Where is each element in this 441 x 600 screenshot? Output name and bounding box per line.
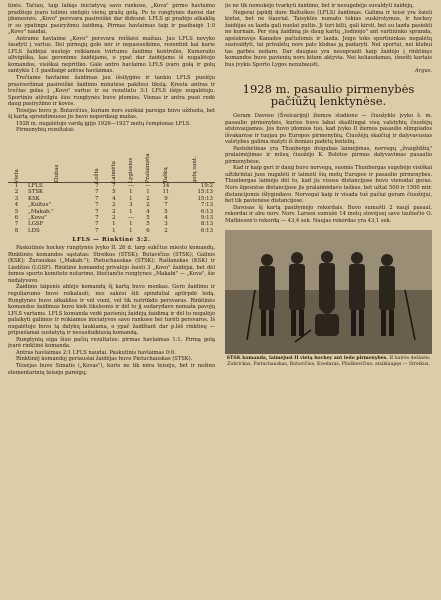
table-cell: 3 [14, 195, 19, 202]
table-cell: 2 [112, 214, 116, 221]
table-cell: 8 [14, 227, 19, 234]
table-cell: 5 [112, 189, 116, 196]
table-cell: 2 [164, 227, 168, 234]
column-header: Pralaimėta [139, 134, 156, 183]
table-cell: 7 [164, 202, 168, 209]
article-paragraph: Teisėjas buvo Simatis („Kovas"), kuris ne tik nėra teisėju, bet ir nežino elementarinių teisėjo pareigų; [8, 363, 215, 376]
article-paragraph: Antras havlaimas 2:1 LFLS naudai. Paskutinis havlaimas 0:0. [16, 349, 176, 356]
right-column [225, 3, 432, 600]
article-paragraph: Žaidimo laipsnis ablėjo komandų šį kartą buvo menkas. Gero žaidimo ir reguliarumo buvo reikalauti, nes sakėsi šili spindulial aptirpdė ledą. Rungtynės buvo atkaklios ir vėl vienl, vel tik nutrūkdo persvaras. Rinktinės komandos žaidimas buvo kiek tikslesnis ir dėl to jį sudarydavo nemaža pavojų LFLS vartams. LFLS komanda vedė pavienių žaidėjų žaidimą ir dėl to negalėjo palaikyti galimos ir reikiamos iniciatyvos savo rankose bei turėti persvaros. Iš nugalėtojo buvo tą dalykų laukiama, o ypač žaidžiant dar p.lėš rinktinę — pripuolamai sustatytą ir nesusitaikiusią komandą. [8, 284, 215, 337]
article-paragraph: Trečiame havlaime žaidimas jau išsilygino ir tankiu LFLS puolėju prasiveržimai pasireiškė žaidimo minutėse pakitėsi tikslą. Kresta antras ir trečias golas į „Kovo" vartus ir su rezultatu 3:1 LFLS išėjo nugalėtoju. Sportiniu atžvilgiu šios rungtynės buvo įdomios. Vienas ir antra pusė rodė daug pasiryžimo ir kovos. [8, 75, 215, 108]
table-cell: 7 [95, 189, 99, 196]
table-cell: — [128, 182, 134, 189]
column-header: Taškų [156, 134, 175, 183]
table-cell: 7 [95, 221, 99, 228]
author-signature: Argus. [414, 68, 432, 75]
table-cell: 1 [129, 221, 133, 228]
table-cell: 7 [95, 182, 99, 189]
table-cell: 7:13 [200, 202, 213, 209]
article-paragraph: tinės. Tačiau, taip laikęs iniciatyvą savo rankose, „Kova" pirmo havlaimo pradžioje įvaro tolimu smūgiu vienų gražų golą. Po to rungtynės darosi dar įdomesnės. „Kovo" persvara pasireiškė dar didesnė. LFLS gi pradėjo atkaklią ir su ypatingu pasiryžimu žaidimą. Pirmas havlaimas taip ir pasibaigė 1:0 „Kovo" naudai. [8, 3, 215, 36]
table-cell: — [145, 182, 151, 189]
table-cell: KSK [28, 195, 40, 202]
table-cell: STSK [28, 189, 44, 196]
table-cell: 1 [146, 189, 150, 196]
table-cell: 1 [112, 227, 116, 234]
article-paragraph: Teisėjas buvo p. Butavičius, kuriam nors sunkiai pareigu buvo užduota, bet šį kartą sprendimuose jis buvo neperdaug mažas. [8, 107, 215, 121]
table-cell: 2 [14, 189, 19, 196]
table-cell: 9:13 [200, 214, 213, 221]
table-cell: 7 [14, 221, 19, 228]
table-cell: „Makab." [28, 208, 54, 215]
table-row [8, 182, 215, 189]
article-paragraph: 1928 m. nugalėtojo vardą įgijo 1926—1927 metų čempionas LFLS. [16, 120, 191, 127]
table-cell: 14 [162, 182, 170, 189]
table-cell: 1 [129, 227, 133, 234]
headline-line: pačiūžų lenktynėse. [270, 94, 387, 109]
photo-caption [225, 356, 432, 367]
table-cell: 2 [146, 202, 150, 209]
article-paragraph: Kad ir kaip geri ir daug buvo norvegų, suomis Thunbergas sugebėjo visiškai užtikrintai juos nugalėti ir laimėti šių metų Europos ir pasaulio pirmenybes. Thunbergas laimėjo dėl to, kad jis visose distancijose buvo vienodai geras. Nors ilgesnėse distancijose jis pralaimėdavo taškus, bet užtat 500 ir 1500 mtr. distancijomis išlygindavo. Norvegai kaip ir visada tuš pačiai geram čiuožėjui, bet tik pavienėse distancijose. [225, 165, 432, 205]
column-header: Lošta [88, 134, 105, 183]
team-photo [225, 230, 432, 354]
table-row [8, 228, 215, 234]
table-cell: 5 [146, 214, 150, 221]
table-cell: 9 [164, 195, 168, 202]
table-cell: 15:13 [197, 189, 213, 196]
table-cell: 7 [95, 208, 99, 215]
table-cell: 2 [112, 208, 116, 215]
column-header: Laimėta [105, 134, 122, 183]
table-header-row [8, 134, 215, 183]
table-cell: 1 [129, 189, 133, 196]
table-cell: LFLS [28, 182, 43, 189]
table-cell: 5 [14, 208, 19, 215]
team-photo-illustration [225, 230, 432, 354]
table-cell: 8:13 [200, 221, 213, 228]
table-cell: 4 [164, 214, 168, 221]
left-column [8, 3, 215, 600]
article-paragraph: Negerai įspūdį dare Baltuškos (LFLS) žaidimas. Galima ir teisė yra žaisti kietai, bet ne šiaurial. Taisyklės numato tokius suskirstymus, ir hockey žaidėjas su lazda gali nuolat pultis. Ji turi kilti, gali kirsti, bet su lazda pasiekti ne kurnam. Per visą žaidimą jis daug kartų „lodinėjo" ant vartininko spranda, apsiskravęs Kanados pačiulomis ir lazda. Jeigo toks sportininkas negalėtų susivaldyti, tai privalėtų nors pats klubas ją padaryti. Nel sportui, nei klubui tas garbės nedaro. Dar daugiau yra nesupranti kaip žaidėjo į rinktinęs komandos buvo pavienių nors kitam aktyvia. Nei keliaudamas, išnešti kartais bus įvykis Sporto Lygos nenubausti. [225, 9, 432, 68]
photo-caption-names: Iš kairės dešinėn: Zubrickas, Pietuchauskas, Butavičius, Kvedaras, Pliuškevičius; atsiklaupęs — Streikus. [227, 356, 431, 367]
table-cell: LDS [28, 227, 40, 234]
headline-line: 1928 m. pasaulio pirmenybės [242, 82, 415, 97]
table-cell: 19:2 [200, 182, 213, 189]
table-cell: 7 [95, 214, 99, 221]
article-paragraph: Pastebėtinas yra Thunbergo dvigubas laimėjimas, norvegų „žvaigždžių" pralaimėjimas ir mūsų čiuožėjo K. Bolotos pirmas dalyvavimas pasaulio pirmenybėse. [225, 145, 432, 165]
table-cell: 7 [95, 202, 99, 209]
column-header: Klubas [25, 134, 88, 183]
table-cell: 1 [129, 208, 133, 215]
standings-table [8, 134, 215, 234]
article-paragraph: Rinktinėj komandoj geriausiai žaidėjas buvo Pietuchauskas (STSK). [16, 356, 193, 363]
table-cell: 6:13 [200, 208, 213, 215]
column-header: golų sant. [175, 134, 215, 183]
article-paragraph: jis ne tik nemokėjo tvarkyti žaidimo, bet ir nesugebėjo suvaldyti žaidėjų. [225, 3, 414, 9]
table-cell: „Kultus" [28, 202, 51, 209]
table-cell: 11 [162, 189, 170, 196]
table-cell: 2 [112, 202, 116, 209]
table-cell: — [128, 214, 134, 221]
table-cell: 7 [95, 227, 99, 234]
article-paragraph: Rungtynių eiga šiuo pačių rezultatus: pirmas havlaimas 1:1. Pirmą golą įvarė rinktinė komanda. [8, 336, 215, 350]
column-header: Vieta [8, 134, 25, 183]
table-cell: 7 [112, 182, 116, 189]
column-header: Lygiosios [122, 134, 139, 183]
table-cell: 15:13 [197, 195, 213, 202]
table-cell: „Kova" [28, 214, 47, 221]
table-cell: 4 [146, 208, 150, 215]
table-cell: 6 [14, 214, 19, 221]
table-cell: 1 [14, 182, 19, 189]
table-cell: 1 [112, 221, 116, 228]
photo-caption-title: STSK komanda, laimėjusi II vietą hockey ant ledo pirmenybės. [226, 356, 388, 362]
section-title: LFLS — Rinktinė 3:2. [72, 237, 151, 244]
article-paragraph: Paskutinės hockey rungtynės įvyko II. 26 d. tarp sukčtus miesto komandų. Rinktinės komandos sąstatas: Streikus (STSK); Butavičius (STSK); Galinis (KSK); Žurauskas („Makab."); Pietuchauskas (STSK); Rašlanskas (KSK) ir Liedžius (LGSF). Rinktinė komandoj privalėjo žaisti 3 „Kovo" žaidėjai, bet dėl žemos sporto komiteto nutarimo, litečiančio rungtynes „Makabi" — „Kova", šie nedalyvavo. [8, 245, 215, 284]
article-headline [225, 83, 432, 107]
table-cell: 4 [112, 195, 116, 202]
table-caption: Pirmenybių rezultatai: [16, 127, 75, 134]
table-cell: LGSF [28, 221, 44, 228]
table-cell: 7 [95, 195, 99, 202]
table-cell: 3 [164, 221, 168, 228]
article-paragraph: Geram Davoso (Šveicarijoj) žiemos stadione — čiuožyklo įvyko š. m. pasaulio pirmenybės, kurios buvo labai skaitlingai visų valstybių čiuožėjų atstovaujamos. Jos buvo įdomios tuo, kad įvyko II žiemos pasaulio olimpiados išvakarėse ir tuojau po Europos pirmenybių. Čiuožėjų skaičiuj ir dalyvavusias valstybes galima matyti iš žemiau padėtų lentelių. [225, 113, 432, 146]
table-cell: 2 [146, 195, 150, 202]
table-cell: 5 [146, 221, 150, 228]
table-cell: 3 [129, 202, 133, 209]
article-paragraph: Antrame havlaime „Kovo" persvara reiškėsi mažiau. Jau LFLS nevyko šaudyti į vartus. Del pirmųjų golo nėr ir nepasiseikimo, rezentint kai kurie LFLS žaidėjai nustojo reikiamos tvirtumo žaidimo kontrolės. Kumoraito altvigiška, kas gerenimo žaidėjams, o ypač dar žaidėjams iš nugalėtojo komandos, visiškai nepritiko. Gale antro havlaimo LFLS įvaro golą ir golų santykis 1:1 pasibaigė antras havlaimas. [8, 35, 215, 75]
table-cell: 1 [129, 195, 133, 202]
table-cell: 5 [164, 208, 168, 215]
table-cell: 6:13 [200, 227, 213, 234]
table-cell: 6 [146, 227, 150, 234]
table-cell: 4 [14, 202, 19, 209]
article-paragraph: Davosas šį kartą pasižymėjo rekordais. Buvo sumušti 2 naují pasaul. rekordai ir abu norv. Norv. Larsen sumušė 14 metų stovėjusį savo tautiečio O. Mathiesen'o rekordą — 43,4 sek. Naujas rekordas yra 43,1 sek. [225, 204, 432, 224]
